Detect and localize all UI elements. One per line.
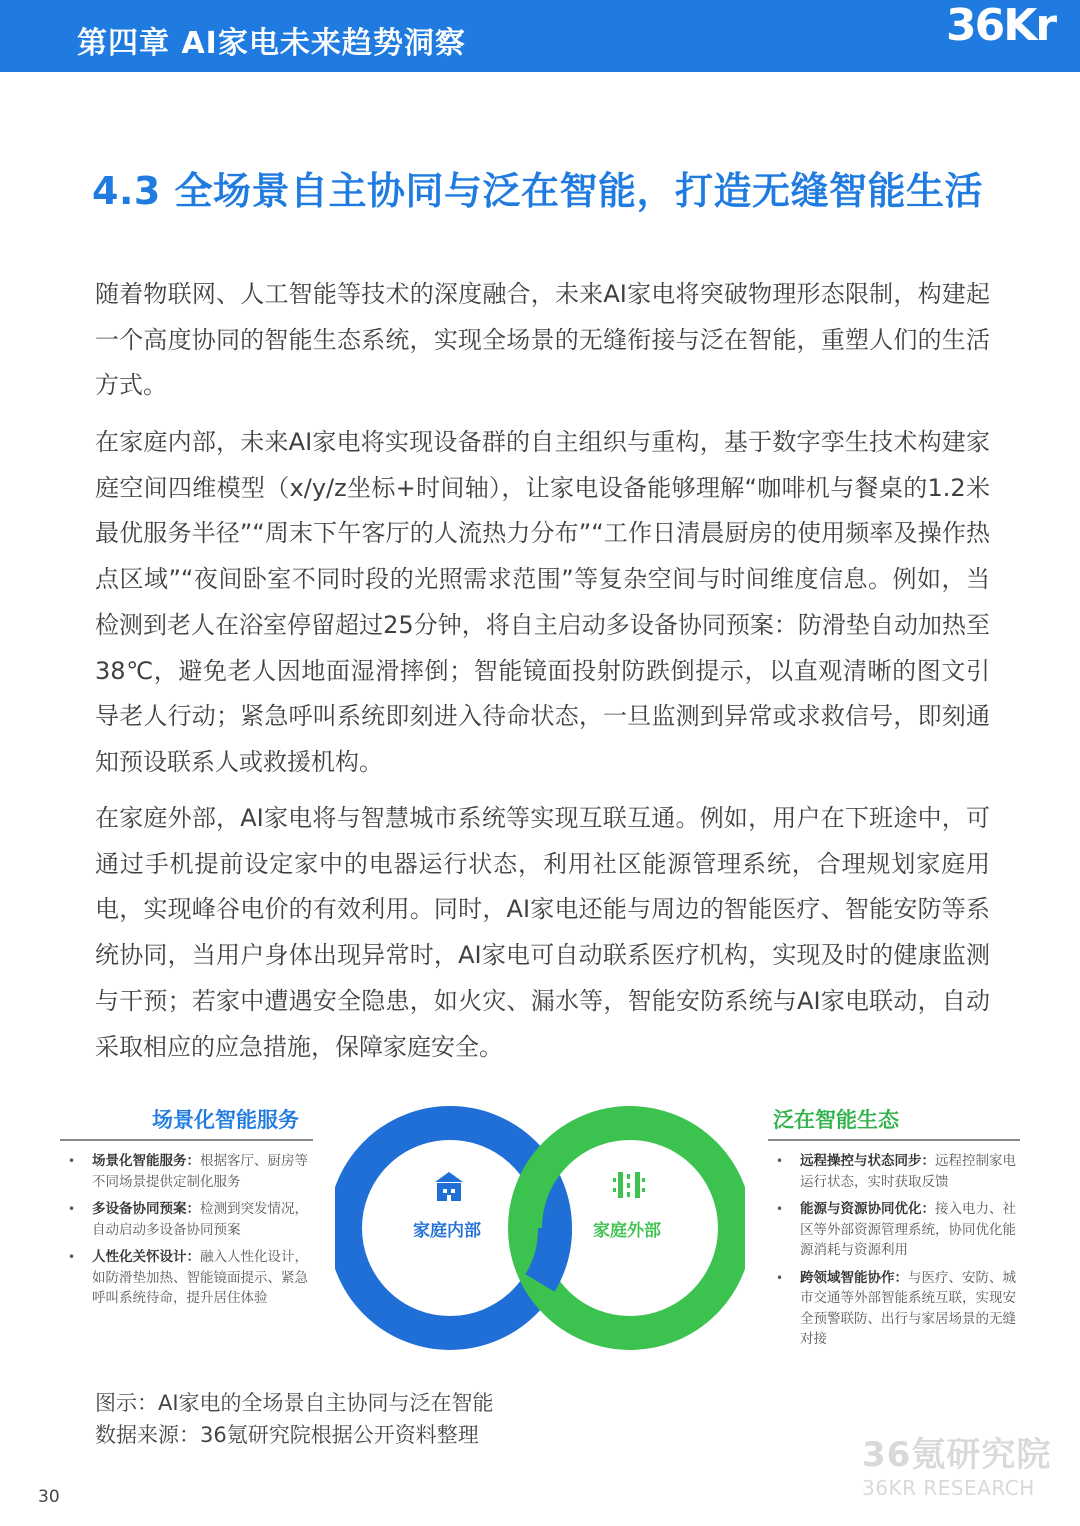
body-paragraph-3: 在家庭外部，AI家电将与智慧城市系统等实现互联互通。例如，用户在下班途中，可通过手机提前设定家中的电器运行状态，利用社区能源管理系统，合理规划家庭用电，实现峰谷电价的有效利用。同时，AI家电还能与周边的智能医疗、智能安防等系统协同，当用户身体出现异常时，AI家电可自动联系医疗机构，实现及时的健康监测与干预；若家中遭遇安全隐患，如火灾、漏水等，智能安防系统与AI家电联动，自动采取相应的应急措施，保障家庭安全。 — [95, 804, 990, 1061]
section-title: 4.3 全场景自主协同与泛在智能，打造无缝智能生活 — [92, 169, 984, 213]
list-item — [768, 1199, 1020, 1261]
figure-caption: 图示：AI家电的全场景自主协同与泛在智能 — [95, 1391, 494, 1415]
list-item — [60, 1151, 308, 1192]
item-text: 与医疗、安防、城市交通等外部智能系统互联，实现安全预警联防、出行与家居场景的无缝对接 — [800, 1269, 1016, 1347]
right-column-divider — [768, 1139, 1020, 1141]
page-header — [0, 0, 1080, 72]
brand-logo — [940, 0, 1080, 72]
inner-home-label: 家庭内部 — [413, 1221, 481, 1241]
chapter-title: 第四章 AI家电未来趋势洞察 — [77, 26, 466, 61]
item-text: 检测到突发情况，自动启动多设备协同预案 — [92, 1201, 308, 1238]
ring-overlap-segment — [540, 1228, 555, 1283]
right-column-title: 泛在智能生态 — [773, 1108, 899, 1132]
left-column-divider — [60, 1139, 313, 1141]
watermark-cn: 36氪研究院 — [862, 1435, 1052, 1475]
list-item — [768, 1151, 1020, 1192]
logo-text: 36Kr — [946, 0, 1056, 51]
item-heading: 远程操控与状态同步： — [800, 1153, 935, 1169]
data-source: 数据来源：36氪研究院根据公开资料整理 — [95, 1423, 479, 1447]
page-number: 30 — [38, 1487, 60, 1507]
road-icon — [613, 1172, 645, 1198]
watermark-en: 36KR RESEARCH — [862, 1476, 1035, 1500]
item-text: 融入人性化设计，如防滑垫加热、智能镜面提示、紧急呼叫系统待命，提升居住体验 — [92, 1249, 308, 1306]
research-watermark — [862, 1435, 1062, 1501]
item-text: 根据客厅、厨房等不同场景提供定制化服务 — [92, 1153, 308, 1190]
list-item — [60, 1199, 308, 1240]
item-text: 远程控制家电运行状态，实时获取反馈 — [800, 1153, 1016, 1190]
item-heading: 场景化智能服务： — [92, 1153, 200, 1169]
item-text: 接入电力、社区等外部资源管理系统，协同优化能源消耗与资源利用 — [800, 1201, 1016, 1258]
right-bullet-list — [768, 1151, 1020, 1357]
ring-graphic — [335, 1090, 745, 1370]
item-heading: 人性化关怀设计： — [92, 1249, 200, 1265]
item-heading: 多设备协同预案： — [92, 1201, 200, 1217]
body-paragraph-2: 在家庭内部，未来AI家电将实现设备群的自主组织与重构，基于数字孪生技术构建家庭空间四维模型（x/y/z坐标+时间轴），让家电设备能够理解“咖啡机与餐桌的1.2米最优服务半径”“周末下午客厅的人流热力分布”“工作日清晨厨房的使用频率及操作热点区域”“夜间卧室不同时段的光照需求范围”等复杂空间与时间维度信息。例如，当检测到老人在浴室停留超过25分钟，将自主启动多设备协同预案：防滑垫自动加热至38℃，避免老人因地面湿滑摔倒；智能镜面投射防跌倒提示，以直观清晰的图文引导老人行动；紧急呼叫系统即刻进入待命状态，一旦监测到异常或求救信号，即刻通知预设联系人或救援机构。 — [95, 428, 990, 776]
infinity-ring-diagram — [335, 1090, 745, 1370]
outer-home-label: 家庭外部 — [593, 1221, 661, 1241]
list-item — [60, 1247, 308, 1309]
item-heading: 能源与资源协同优化： — [800, 1201, 935, 1217]
item-heading: 跨领域智能协作： — [800, 1269, 908, 1286]
body-paragraph-1: 随着物联网、人工智能等技术的深度融合，未来AI家电将突破物理形态限制，构建起一个高度协同的智能生态系统，实现全场景的无缝衔接与泛在智能，重塑人们的生活方式。 — [95, 280, 990, 400]
left-bullet-list — [60, 1151, 308, 1316]
list-item — [768, 1268, 1020, 1350]
home-icon — [435, 1172, 463, 1201]
left-column-title: 场景化智能服务 — [152, 1108, 299, 1132]
